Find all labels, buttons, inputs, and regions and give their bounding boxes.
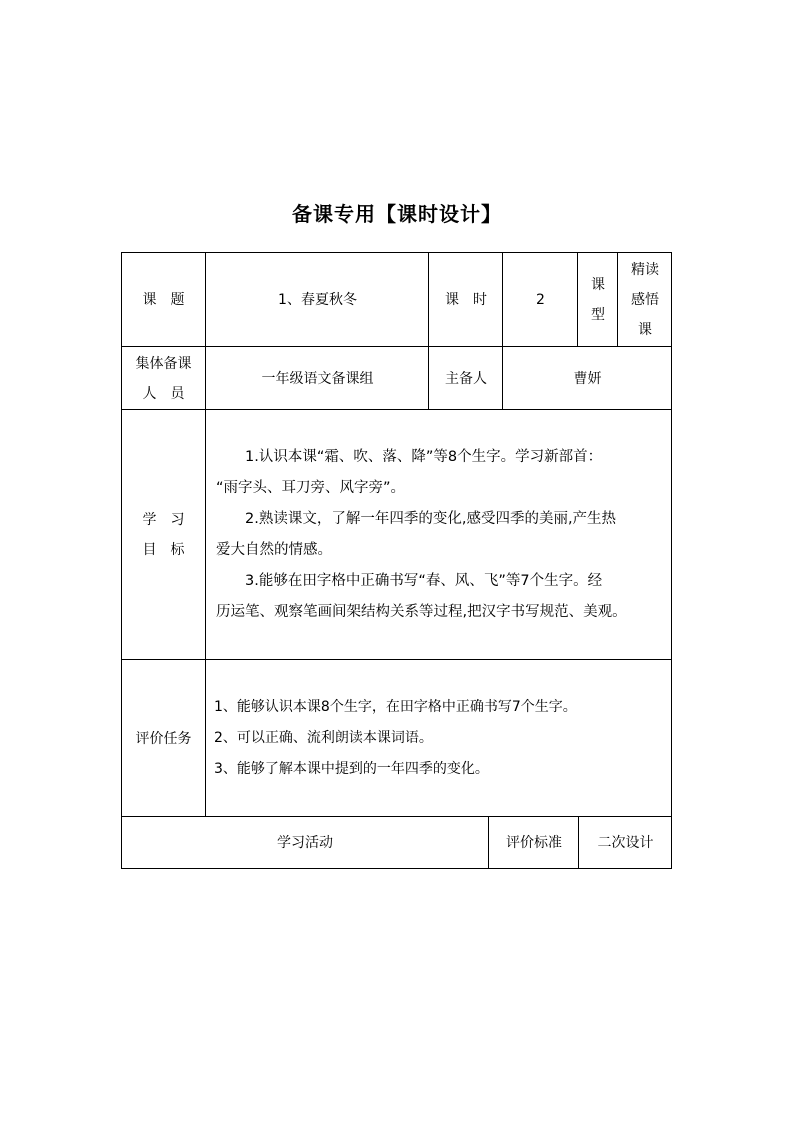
- goal-line-5: 3.能够在田字格中正确书写“春、风、飞”等7个生字。经: [245, 573, 603, 589]
- activity-header: 学习活动: [277, 835, 333, 851]
- period-value: 2: [536, 291, 545, 308]
- goals-content: [206, 410, 672, 660]
- goal-line-2: “雨字头、耳刀旁、风字旁”。: [216, 480, 406, 496]
- goals-label-line-1: 学 习: [142, 512, 185, 528]
- goal-line-4: 爱大自然的情感。: [216, 542, 332, 558]
- topic-value: 1、春夏秋冬: [278, 291, 357, 308]
- type-label-line-1: 课: [591, 276, 605, 293]
- type-label-line-2: 型: [591, 306, 605, 323]
- goals-label: [121, 410, 206, 660]
- goal-line-6: 历运笔、观察笔画间架结构关系等过程,把汉字书写规范、美观。: [216, 604, 627, 620]
- topic-label: 课 题: [142, 291, 185, 308]
- evaluation-item-3: 3、能够了解本课中提到的一年四季的变化。: [214, 761, 489, 777]
- lead-value: 曹妍: [573, 370, 602, 387]
- type-value: [618, 252, 672, 347]
- goal-line-3: 2.熟读课文，了解一年四季的变化,感受四季的美丽,产生热: [245, 511, 617, 527]
- type-label: [578, 252, 618, 347]
- evaluation-label: 评价任务: [135, 730, 192, 747]
- staff-value: 一年级语文备课组: [261, 370, 374, 387]
- staff-label: [121, 347, 206, 410]
- goals-label-line-2: 目 标: [142, 542, 185, 558]
- type-value-line-3: 课: [638, 321, 652, 338]
- lesson-design-table: [121, 252, 672, 869]
- evaluation-item-1: 1、能够认识本课8个生字，在田字格中正确书写7个生字。: [214, 699, 577, 715]
- evaluation-item-2: 2、可以正确、流利朗读本课词语。: [214, 730, 433, 746]
- lead-label: 主备人: [445, 370, 487, 387]
- staff-label-line-1: 集体备课: [135, 355, 192, 372]
- goal-line-1: 1.认识本课“霜、吹、落、降”等8个生字。学习新部首：: [245, 449, 603, 465]
- redesign-header: 二次设计: [597, 835, 654, 851]
- type-value-line-2: 感悟: [631, 291, 659, 308]
- staff-label-line-2: 人 员: [142, 385, 185, 402]
- type-value-line-1: 精读: [631, 261, 659, 278]
- criteria-header: 评价标准: [506, 835, 562, 851]
- page-title: 备课专用【课时设计】: [292, 202, 502, 226]
- evaluation-content: [206, 660, 672, 817]
- period-label: 课 时: [445, 291, 487, 308]
